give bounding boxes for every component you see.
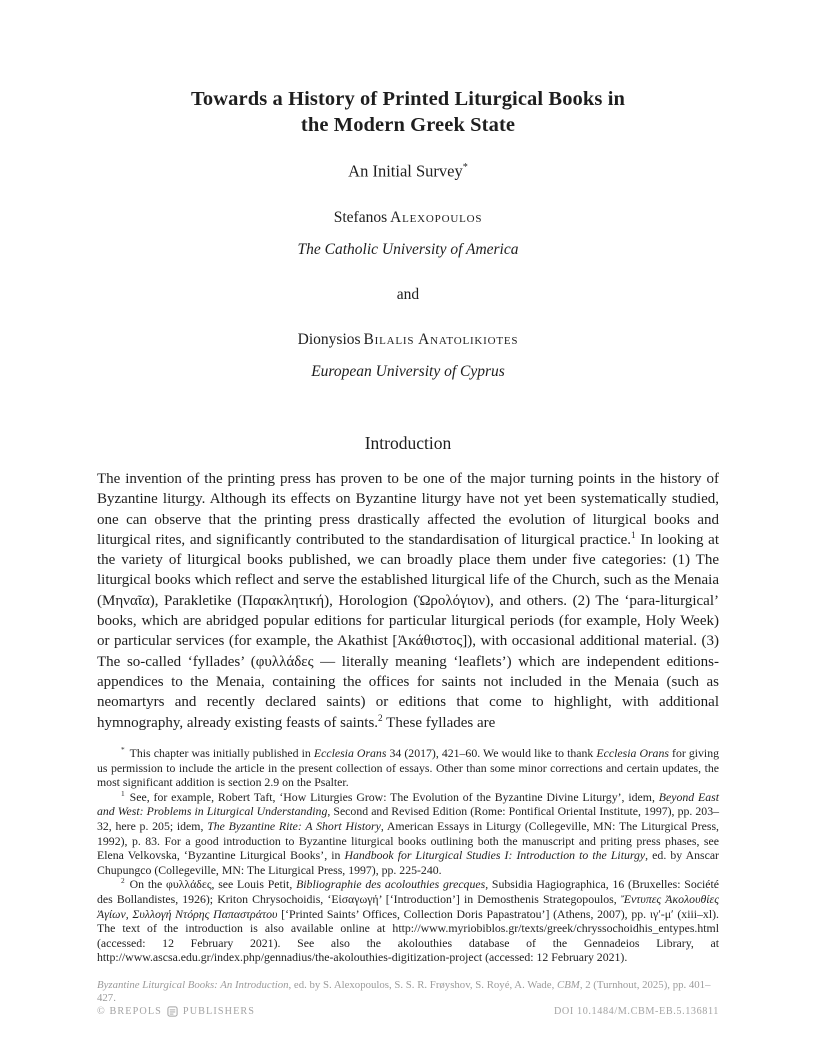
author-2-given-name: Dionysios [297,330,361,348]
publisher-imprint [97,1006,255,1017]
footnote-2 [97,877,719,965]
main-text-section [97,432,719,733]
footnote-1 [97,790,719,878]
subtitle-footnote-ref: * [462,162,468,173]
article-subtitle [97,158,719,182]
article-title [97,86,719,138]
subtitle-text: An Initial Survey [348,161,463,181]
volume-citation-line: Byzantine Liturgical Books: An Introduction, ed. by S. Alexopoulos, S. S. R. Frøyshov, S. Royé, A. Wade, CBM, 2 (Turnhout, 2025), pp. 401–427. [97,979,711,1004]
authors-conjunction: and [396,285,420,303]
page-footer [97,1006,719,1017]
article-title-line1: Towards a History of Printed Liturgical Books in [191,88,625,110]
body-paragraph: The invention of the printing press has proven to be one of the major turning points in the history of Byzantine liturgy. Although its effects on Byzantine liturgy have not yet been systematically studied, one can observe that the printing press drastically affected the evolution of liturgical books and liturgical rites, and significantly contributed to the standardisation of liturgical practice.$^1$ In looking at the variety of liturgical books published, we can broadly place them under five categories: (1) The liturgical books which reflect and serve the established liturgical life of the Church, such as the Menaia (Μηναῖα), Parakletike (Παρακλητική), Horologion (Ὡρολόγιον), and others. (2) The ‘para-liturgical’ books, which are abridged popular editions for particular liturgical periods (for example, Holy Week) or particular services (for example, the Akathist [Ἀκάθιστος]), with occasional additional material. (3) The so-called ‘fyllades’ (φυλλάδες — literally meaning ‘leaflets’) which are independent editions-appendices to the Menaia, containing the offices for saints not included in the Menaia (such as neomartyrs and recently declared saints) or editions that come to highlight, with additional hymnography, already existing feasts of saints.$^2$ These fyllades are [97,471,720,731]
footnote-asterisk [97,746,719,790]
footnote-marker: 1 [121,788,125,798]
article-title-line2: the Modern Greek State [300,114,516,136]
front-matter [97,86,719,381]
footnote-text: See, for example, Robert Taft, ‘How Liturgies Grow: The Evolution of the Byzantine Divine Liturgy’, idem, Beyond East and West: Problems in Liturgical Understanding, Second and Revised Edition (Rome: Pontifical Oriental Institute, 1997), pp. 203–32, here p. 205; idem, The Byzantine Rite: A Short History, American Essays in Liturgy (Collegeville, MN: The Liturgical Press, 1992), p. 83. For a good introduction to Byzantine liturgical books outlining both the manuscript and priting press phases, see Elena Velkovska, ‘Byzantine Liturgical Books’, in Handbook for Liturgical Studies I: Introduction to the Liturgy, ed. by Anscar Chupungco (Collegeville, MN: The Liturgical Press, 1997), pp. 225-240. [97,789,720,877]
footnotes-block [97,746,719,965]
author-1-name [97,208,719,227]
author-1-given-name: Stefanos [333,208,388,226]
author-2-affiliation: European University of Cyprus [311,362,505,380]
author-1-family-name: Alexopoulos [390,208,483,226]
doi-text: DOI 10.1484/M.CBM-EB.5.136811 [553,1006,719,1017]
brepols-logo-icon [167,1006,178,1017]
footnote-marker: * [121,745,125,755]
author-2-name [97,330,719,349]
footnote-marker: 2 [121,876,125,886]
author-2-family-name: Bilalis Anatolikiotes [363,330,519,348]
author-1-affiliation: The Catholic University of America [297,240,519,258]
copyright-text: © BREPOLS [97,1006,162,1017]
footnote-text: On the φυλλάδες, see Louis Petit, Bibliographie des acolouthies grecques, Subsidia Hagiographica, 16 (Bruxelles: Société des Bollandistes, 1926); Kriton Chrysochoidis, ‘Εἰσαγωγή’ [‘Introduction’] in Demosthenis Strategopoulos, Ἔντυπες Ἀκολουθίες Ἁγίων, Συλλογή Ντόρης Παπαστράτου [‘Printed Saints’ Offices, Collection Doris Papastratou’] (Athens, 2007), pp. ιγʹ-μʹ (xiii–xl). The text of the introduction is also available online at http://www.myriobiblos.gr/texts/greek/chryssochoidhis_entypes.html (accessed: 12 February 2021). See also the akolouthies database of the Gennadeios Library, at http://www.ascsa.edu.gr/index.php/gennadius/the-akolouthies-digitization-project (accessed: 12 February 2021). [97,877,719,965]
section-heading: Introduction [364,433,452,453]
footnote-text: This chapter was initially published in Ecclesia Orans 34 (2017), 421–60. We would like to thank Ecclesia Orans for giving us permission to include the article in the present collection of essays. Other than some minor corrections and certain updates, the most significant addition is section 2.9 on the Psalter. [97,746,719,790]
publisher-text: PUBLISHERS [182,1006,256,1017]
